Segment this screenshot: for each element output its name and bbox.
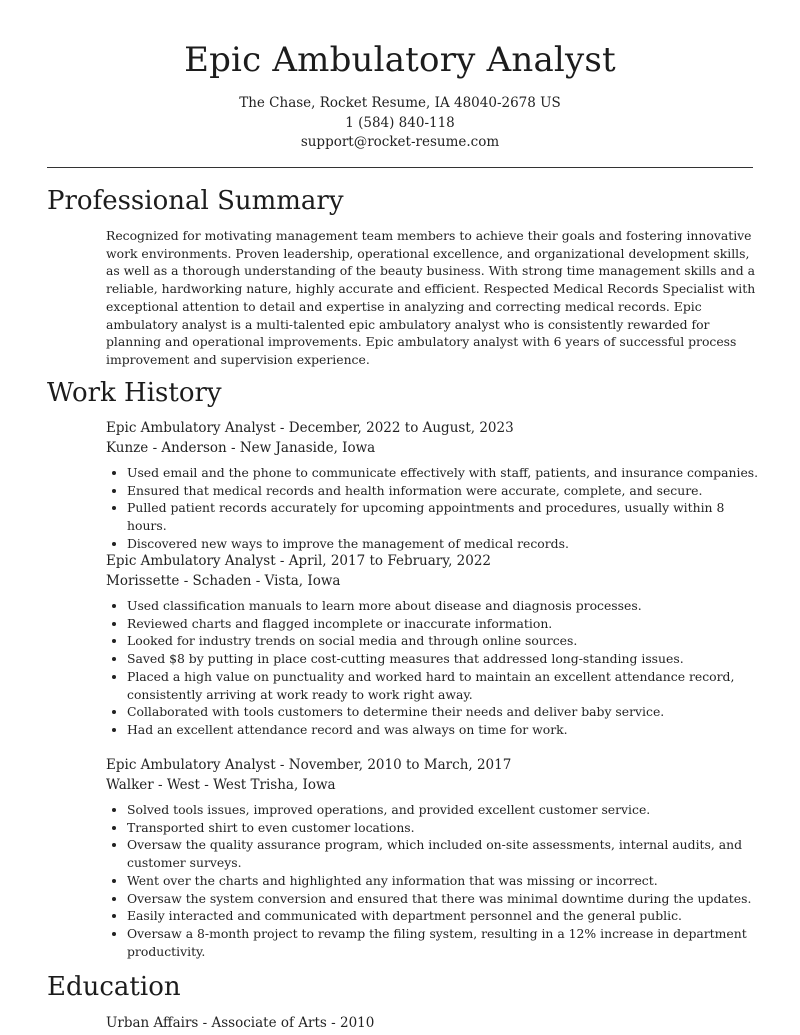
- header-divider: [47, 167, 753, 168]
- education-entry: Urban Affairs - Associate of Arts - 2010: [106, 1015, 375, 1031]
- job-bullet-list: [106, 597, 766, 739]
- job-title-line: Epic Ambulatory Analyst - April, 2017 to February, 2022: [106, 553, 492, 569]
- job-company-line: Kunze - Anderson - New Janaside, Iowa: [106, 440, 376, 456]
- section-heading-summary: Professional Summary: [47, 186, 344, 216]
- job-bullet: • Reviewed charts and flagged incomplete or inaccurate information.: [127, 615, 766, 633]
- candidate-name: Epic Ambulatory Analyst: [184, 40, 616, 80]
- job-bullet: • Used classification manuals to learn more about disease and diagnosis processes.: [127, 597, 766, 615]
- job-bullet: • Looked for industry trends on social media and through online sources.: [127, 632, 766, 650]
- job-company-line: Morissette - Schaden - Vista, Iowa: [106, 573, 341, 589]
- job-bullet: • Solved tools issues, improved operations, and provided excellent customer service.: [127, 801, 766, 819]
- job-entry: [106, 551, 766, 739]
- job-entry: [106, 755, 766, 960]
- job-bullet: • Ensured that medical records and health information were accurate, complete, and secure.: [127, 482, 766, 500]
- job-bullet-list: [106, 464, 766, 553]
- job-bullet: • Oversaw the quality assurance program, which included on-site assessments, internal audits, and customer surveys.: [127, 836, 766, 871]
- job-bullet: • Saved $8 by putting in place cost-cutting measures that addressed long-standing issues.: [127, 650, 766, 668]
- job-bullet: • Discovered new ways to improve the management of medical records.: [127, 535, 766, 553]
- job-bullet: • Transported shirt to even customer locations.: [127, 819, 766, 837]
- job-bullet: • Used email and the phone to communicate effectively with staff, patients, and insurance companies.: [127, 464, 766, 482]
- job-bullet: • Oversaw a 8-month project to revamp the filing system, resulting in a 12% increase in department productivity.: [127, 925, 766, 960]
- job-bullet: • Had an excellent attendance record and was always on time for work.: [127, 721, 766, 739]
- section-heading-work-history: Work History: [47, 378, 222, 408]
- job-bullet-list: [106, 801, 766, 960]
- contact-email: support@rocket-resume.com: [300, 134, 500, 150]
- job-bullet: • Collaborated with tools customers to determine their needs and deliver baby service.: [127, 703, 766, 721]
- job-bullet: • Placed a high value on punctuality and worked hard to maintain an excellent attendance record, consistently arriving at work ready to work right away.: [127, 668, 766, 703]
- contact-block: [0, 94, 800, 153]
- job-bullet: • Easily interacted and communicated with department personnel and the general public.: [127, 907, 766, 925]
- job-bullet: • Oversaw the system conversion and ensured that there was minimal downtime during the updates.: [127, 890, 766, 908]
- job-bullet: • Went over the charts and highlighted any information that was missing or incorrect.: [127, 872, 766, 890]
- job-company-line: Walker - West - West Trisha, Iowa: [106, 777, 336, 793]
- section-heading-education: Education: [47, 972, 181, 1002]
- job-entry: [106, 418, 766, 553]
- contact-address: The Chase, Rocket Resume, IA 48040-2678 US: [239, 95, 561, 111]
- job-title-line: Epic Ambulatory Analyst - December, 2022 to August, 2023: [106, 420, 514, 436]
- job-title-line: Epic Ambulatory Analyst - November, 2010 to March, 2017: [106, 757, 512, 773]
- contact-phone: 1 (584) 840-118: [345, 114, 455, 131]
- summary-text: Recognized for motivating management team members to achieve their goals and fostering innovative work environments. Proven leadership, operational excellence, and organizational development skills, as well as a thorough understanding of the beauty business. With strong time management skills and a reliable, hardworking nature, highly accurate and efficient. Respected Medical Records Specialist with exceptional attention to detail and expertise in analyzing and correcting medical records. Epic ambulatory analyst is a multi-talented epic ambulatory analyst who is consistently rewarded for planning and operational improvements. Epic ambulatory analyst with 6 years of successful process improvement and supervision experience.: [106, 228, 756, 367]
- job-bullet: • Pulled patient records accurately for upcoming appointments and procedures, usually within 8 hours.: [127, 499, 766, 534]
